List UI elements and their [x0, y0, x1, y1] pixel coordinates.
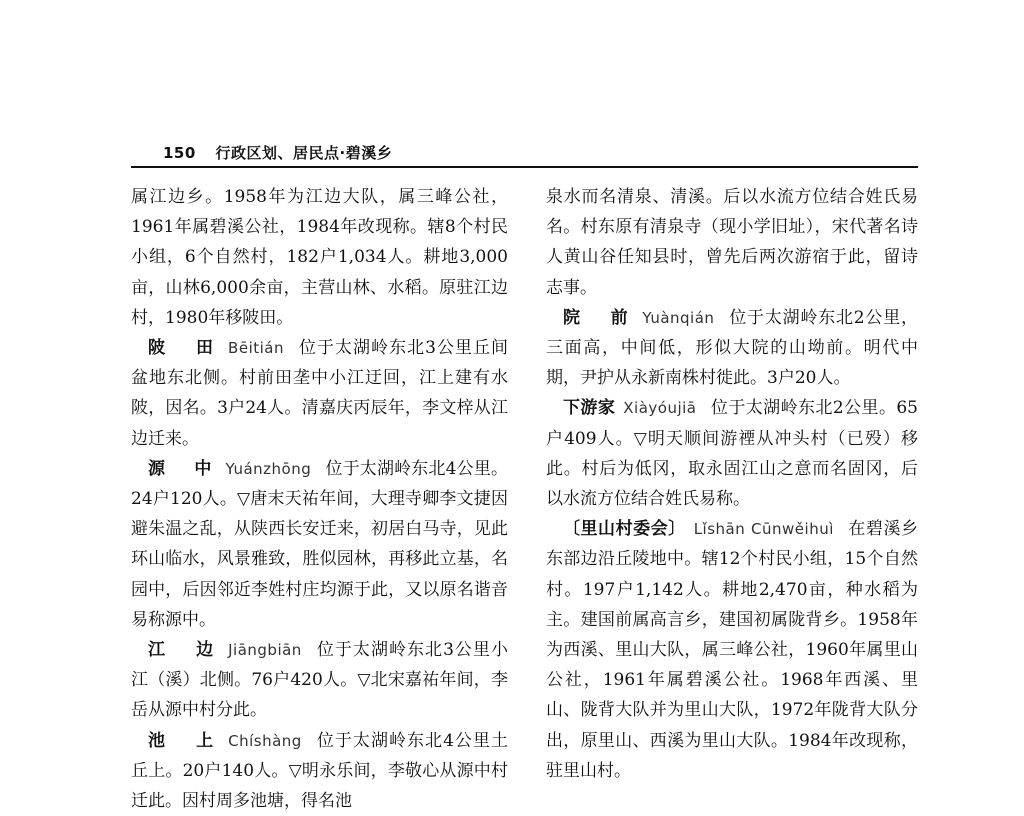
entry-name: 下游家	[563, 398, 616, 419]
continuation-paragraph: 泉水而名清泉、清溪。后以水流方位结合姓氏易名。村东原有清泉寺（现小学旧址），宋代著名诗人黄山谷任知县时，曾先后两次游宿于此，留诗志事。	[546, 187, 918, 298]
entry-text: 位于太湖岭东北4公里土丘上。20户140人。▽明永乐间，李敬心从源中村迁此。因村周多池塘，得名池	[131, 730, 508, 812]
entry-pinyin: Xiàyóujiā	[623, 399, 697, 418]
gazetteer-entry	[546, 303, 918, 394]
continuation-paragraph: 属江边乡。1958年为江边大队，属三峰公社，1961年属碧溪公社，1984年改现称。辖8个村民小组，6个自然村，182户1,034人。耕地3,000亩，山林6,000余亩，主营山林、水稻。原驻江边村，1980年移陂田。	[131, 187, 508, 328]
entry-text: 位于太湖岭东北2公里。65户409人。▽明天顺间游禋从冲头村（已殁）移此。村后为低冈，取永固江山之意而名固冈，后以水流方位结合姓氏易称。	[546, 398, 918, 510]
entry-name: 源 中	[148, 458, 218, 479]
gazetteer-entry	[131, 454, 508, 635]
gazetteer-entry	[131, 635, 508, 726]
entry-pinyin: Lǐshān Cūnwěihuì	[693, 520, 834, 539]
left-column	[131, 182, 508, 816]
running-title: 行政区划、居民点·碧溪乡	[215, 144, 393, 162]
right-column	[546, 182, 918, 786]
entry-pinyin: Jiāngbiān	[228, 641, 302, 660]
entry-pinyin: Chíshàng	[228, 731, 302, 750]
entry-text: 位于太湖岭东北3公里丘间盆地东北侧。村前田垄中小江迂回，江上建有水陂，因名。3户24人。清嘉庆丙辰年，李文梓从江边迁来。	[131, 338, 508, 449]
page-header	[163, 142, 392, 163]
entry-name: 〔里山村委会〕	[563, 519, 686, 540]
entry-text: 位于太湖岭东北2公里，三面高，中间低，形似大院的山坳前。明代中期，尹护从永新南株村徙此。3户20人。	[546, 307, 918, 389]
entry-text: 位于太湖岭东北4公里。24户120人。▽唐末天祐年间，大理寺卿李文捷因避朱温之乱，从陕西长安迁来，初居白马寺，见此环山临水，风景雅致，胜似园林，再移此立基，名园中，后因邻近李姓村庄均源于此，又以原名谐音易称源中。	[131, 458, 508, 630]
entry-pinyin: Yuánzhōng	[225, 459, 312, 478]
gazetteer-entry	[131, 726, 508, 816]
gazetteer-entry	[546, 393, 918, 514]
entry-pinyin: Bēitián	[228, 339, 284, 358]
entry-name: 院 前	[563, 307, 635, 328]
header-rule	[131, 166, 918, 168]
entry-name: 池 上	[148, 730, 221, 751]
entry-text: 在碧溪乡东部边沿丘陵地中。辖12个村民小组，15个自然村。197户1,142人。耕地2,470亩，种水稻为主。建国前属高言乡，建国初属陇背乡。1958年为西溪、里山大队，属三峰公社，1960年属里山公社，1961年属碧溪公社。1968年西溪、里山、陇背大队并为里山大队，1972年陇背大队分出，原里山、西溪为里山大队。1984年改现称，驻里山村。	[546, 519, 919, 781]
entry-name: 江 边	[148, 640, 221, 661]
entry-text: 位于太湖岭东北3公里小江（溪）北侧。76户420人。▽北宋嘉祐年间，李岳从源中村分此。	[131, 640, 508, 721]
entry-name: 陂 田	[148, 338, 221, 359]
gazetteer-entry	[546, 514, 918, 786]
gazetteer-entry	[131, 333, 508, 454]
entry-pinyin: Yuànqián	[642, 308, 715, 327]
page-number: 150	[163, 144, 196, 162]
